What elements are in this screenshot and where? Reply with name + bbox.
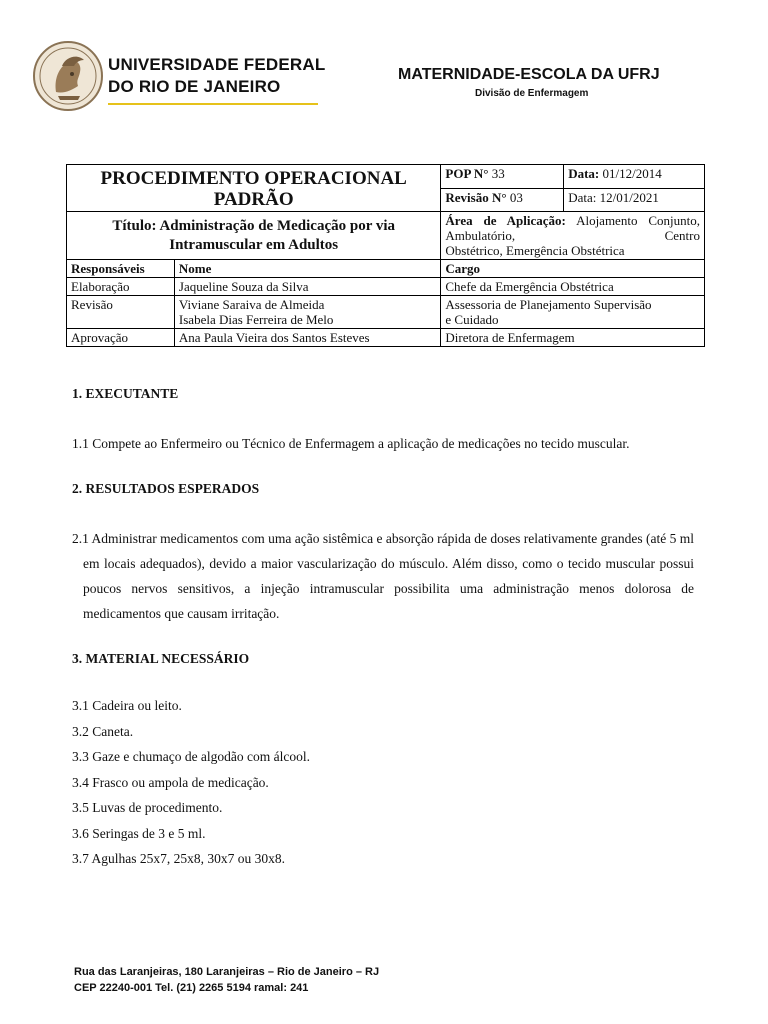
cargo-cell: Diretora de Enfermagem bbox=[441, 329, 705, 347]
table-row bbox=[67, 296, 705, 329]
revision-number-cell bbox=[441, 188, 564, 212]
list-item: 3.4 Frasco ou ampola de medicação. bbox=[72, 774, 269, 790]
cargo-line: e Cuidado bbox=[445, 312, 499, 327]
name-cell bbox=[174, 296, 440, 329]
header-responsaveis: Responsáveis bbox=[67, 260, 175, 278]
university-line-2: DO RIO DE JANEIRO bbox=[108, 77, 281, 96]
revision-number-value: 03 bbox=[509, 189, 523, 205]
table-row bbox=[67, 278, 705, 296]
list-item: 3.7 Agulhas 25x7, 25x8, 30x7 ou 30x8. bbox=[72, 851, 286, 866]
university-underline bbox=[108, 103, 318, 105]
section-title-material: 3. MATERIAL NECESSÁRIO bbox=[72, 651, 250, 666]
list-item: 3.6 Seringas de 3 e 5 ml. bbox=[72, 825, 206, 841]
header-cargo: Cargo bbox=[441, 260, 705, 278]
pop-date-cell bbox=[564, 165, 705, 189]
header-nome: Nome bbox=[174, 260, 440, 278]
document-body bbox=[72, 386, 694, 872]
pop-title-line-1: PROCEDIMENTO OPERACIONAL bbox=[100, 168, 407, 189]
pop-number-cell bbox=[441, 165, 564, 189]
ufrj-seal-icon bbox=[32, 40, 104, 112]
list-item: 3.2 Caneta. bbox=[72, 723, 134, 739]
procedure-title-line-2: Intramuscular em Adultos bbox=[169, 236, 339, 253]
university-name bbox=[108, 54, 325, 98]
paragraph-1-1: 1.1 Compete ao Enfermeiro ou Técnico de Enfermagem a aplicação de medicações no tecido muscular. bbox=[72, 436, 630, 451]
university-line-1: UNIVERSIDADE FEDERAL bbox=[108, 55, 326, 74]
list-item: 3.3 Gaze e chumaço de algodão com álcool. bbox=[72, 749, 311, 764]
section-title-resultados: 2. RESULTADOS ESPERADOS bbox=[72, 481, 260, 496]
section-title-executante: 1. EXECUTANTE bbox=[72, 386, 179, 401]
division-name: Divisão de Enfermagem bbox=[475, 88, 589, 99]
name-line: Isabela Dias Ferreira de Melo bbox=[178, 312, 334, 327]
procedure-title bbox=[67, 212, 441, 260]
application-area bbox=[441, 212, 705, 260]
role-cell: Revisão bbox=[67, 296, 175, 329]
application-area-text-last: Obstétrico, Emergência Obstétrica bbox=[445, 243, 625, 258]
pop-number-label: POP N° bbox=[445, 166, 489, 181]
table-row bbox=[67, 329, 705, 347]
name-cell: Ana Paula Vieira dos Santos Esteves bbox=[174, 329, 440, 347]
pop-main-title bbox=[67, 165, 441, 212]
name-cell: Jaqueline Souza da Silva bbox=[174, 278, 440, 296]
role-cell: Aprovação bbox=[67, 329, 175, 347]
cargo-cell: Chefe da Emergência Obstétrica bbox=[441, 278, 705, 296]
pop-title-line-2: PADRÃO bbox=[213, 189, 294, 210]
maternity-name: MATERNIDADE-ESCOLA DA UFRJ bbox=[398, 66, 660, 83]
footer-line-2: CEP 22240-001 Tel. (21) 2265 5194 ramal: 241 bbox=[74, 982, 309, 994]
revision-number-label: Revisão N° bbox=[445, 189, 507, 205]
list-item: 3.5 Luvas de procedimento. bbox=[72, 800, 223, 815]
footer-line-1: Rua das Laranjeiras, 180 Laranjeiras – Rio de Janeiro – RJ bbox=[74, 966, 380, 978]
application-area-text: Alojamento Conjunto, Ambulatório, Centro bbox=[445, 213, 700, 243]
pop-date-label: Data: bbox=[568, 166, 600, 181]
footer-address bbox=[74, 964, 379, 996]
procedure-title-line-1: Título: Administração de Medicação por via bbox=[112, 217, 396, 234]
role-cell: Elaboração bbox=[67, 278, 175, 296]
list-item: 3.1 Cadeira ou leito. bbox=[72, 698, 182, 713]
revision-date-cell: Data: 12/01/2021 bbox=[564, 188, 705, 212]
pop-table bbox=[66, 164, 705, 347]
pop-date-value: 01/12/2014 bbox=[602, 166, 662, 181]
name-line: Viviane Saraiva de Almeida bbox=[178, 297, 325, 312]
cargo-line: Assessoria de Planejamento Supervisão bbox=[445, 297, 652, 312]
cargo-cell bbox=[441, 296, 705, 329]
application-area-label: Área de Aplicação: bbox=[445, 213, 566, 228]
pop-number-value: 33 bbox=[491, 166, 505, 181]
paragraph-2-1: 2.1 Administrar medicamentos com uma ação sistêmica e absorção rápida de doses relativamente grandes (até 5 ml em locais adequados), devido a maior vascularização do músculo. Além disso, como o tecido muscular possui poucos nervos sensitivos, a injeção intramuscular possibilita uma administração menos dolorosa de medicamentos que causam irritação. bbox=[72, 531, 694, 621]
